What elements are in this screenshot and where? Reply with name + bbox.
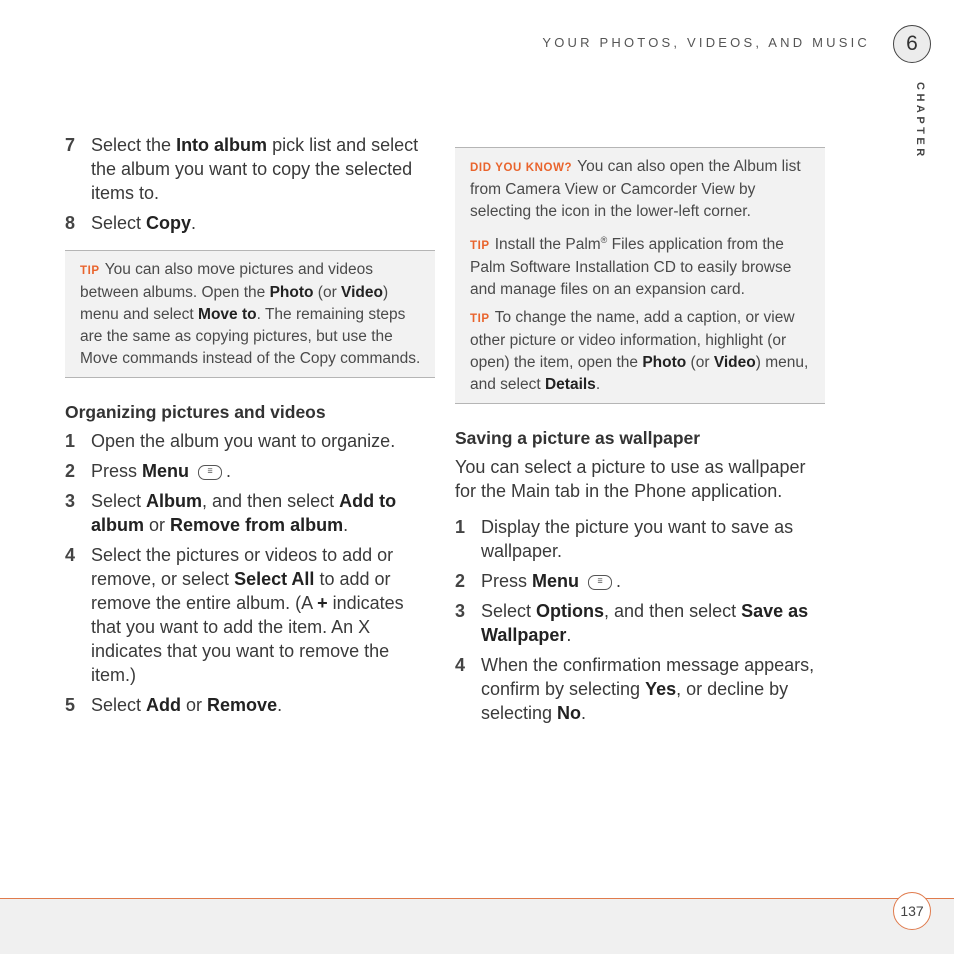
step-1 bbox=[65, 429, 435, 453]
step-5 bbox=[65, 693, 435, 717]
text: . bbox=[226, 461, 232, 481]
menu-key-icon: ☰ bbox=[198, 465, 222, 480]
left-column bbox=[65, 133, 435, 723]
text: . bbox=[581, 703, 587, 724]
ui-term: Save as Wallpaper bbox=[481, 601, 809, 646]
step-3 bbox=[455, 599, 825, 647]
tip bbox=[80, 259, 421, 370]
text: , or decline by selecting bbox=[481, 679, 789, 724]
step-text: Display the picture you want to save as wallpaper. bbox=[481, 517, 794, 562]
tip-box bbox=[65, 250, 435, 378]
text: . bbox=[616, 571, 622, 592]
text: Press bbox=[91, 461, 143, 481]
step-number: 1 bbox=[65, 431, 76, 451]
text: , and then select bbox=[604, 601, 742, 622]
ui-term: Photo bbox=[642, 354, 687, 372]
ui-term: Photo bbox=[269, 284, 314, 301]
ui-term: Remove bbox=[207, 695, 278, 715]
text: Select the pictures or videos to add or remove, or select bbox=[91, 545, 394, 589]
ui-term: Into album bbox=[176, 135, 268, 155]
step-text: Open the album you want to organize. bbox=[91, 431, 396, 451]
text: Files application from the Palm Software Installation CD to easily browse and manage files on an expansion card. bbox=[470, 236, 792, 299]
ui-term: Video bbox=[341, 284, 383, 301]
ui-term: No bbox=[557, 703, 582, 724]
menu-key-icon: ☰ bbox=[588, 575, 612, 590]
chapter-number-badge: 6 bbox=[893, 25, 931, 63]
text: or bbox=[181, 695, 208, 715]
step-2 bbox=[455, 569, 825, 593]
chapter-label: CHAPTER bbox=[914, 82, 926, 160]
step-8 bbox=[65, 211, 435, 235]
text: Install the Palm bbox=[494, 236, 601, 254]
ui-term: Add bbox=[146, 695, 182, 715]
step-number: 5 bbox=[65, 695, 76, 715]
ui-term: Yes bbox=[645, 679, 677, 700]
text: . The remaining steps are the same as copying pictures, but use the Move commands instead of the Copy commands. bbox=[80, 306, 421, 367]
step-number: 4 bbox=[65, 545, 76, 565]
text: . bbox=[343, 515, 349, 535]
text: Select bbox=[91, 695, 147, 715]
text: . bbox=[191, 213, 197, 233]
text: When the confirmation message appears, confirm by selecting bbox=[481, 655, 815, 700]
running-header: YOUR PHOTOS, VIDEOS, AND MUSIC bbox=[542, 35, 870, 50]
ui-term: Album bbox=[146, 491, 203, 511]
registered-mark: ® bbox=[600, 235, 608, 245]
ui-term: Move to bbox=[198, 306, 257, 323]
step-number: 3 bbox=[455, 601, 466, 622]
right-column bbox=[455, 147, 825, 731]
ui-term: Menu bbox=[532, 571, 580, 592]
text: To change the name, add a caption, or view other picture or video information, highlight (or open) the item, open the bbox=[470, 309, 795, 372]
step-4 bbox=[65, 543, 435, 687]
text: ) menu, and select bbox=[470, 354, 809, 394]
section-heading: Organizing pictures and videos bbox=[65, 402, 326, 422]
text: indicates that you want to add the item. An X indicates that you want to remove the item.) bbox=[91, 593, 404, 685]
ui-term: Menu bbox=[142, 461, 190, 481]
text: or bbox=[144, 515, 171, 535]
text: Select bbox=[481, 601, 537, 622]
plus-symbol: + bbox=[317, 593, 328, 613]
step-number: 2 bbox=[455, 571, 466, 592]
did-you-know-tag: DID YOU KNOW? bbox=[470, 162, 573, 174]
step-1 bbox=[455, 515, 825, 563]
ui-term: Video bbox=[713, 354, 756, 372]
step-number: 8 bbox=[65, 213, 76, 233]
ui-term: Options bbox=[536, 601, 605, 622]
step-number: 1 bbox=[455, 517, 466, 538]
step-number: 4 bbox=[455, 655, 466, 676]
tip bbox=[470, 229, 811, 301]
text: You can also open the Album list from Camera View or Camcorder View by selecting the icon in the lower-left corner. bbox=[470, 158, 801, 220]
did-you-know bbox=[470, 156, 811, 223]
step-7 bbox=[65, 133, 435, 205]
ui-term: Select All bbox=[234, 569, 315, 589]
tip-tag: TIP bbox=[80, 265, 100, 277]
text: . bbox=[566, 625, 572, 646]
info-box bbox=[455, 147, 825, 404]
ui-term: Details bbox=[544, 376, 596, 394]
text: Select bbox=[91, 213, 147, 233]
tip bbox=[470, 307, 811, 396]
step-4 bbox=[455, 653, 825, 725]
intro-paragraph: You can select a picture to use as wallpaper for the Main tab in the Phone application. bbox=[455, 457, 806, 502]
tip-tag: TIP bbox=[470, 240, 490, 253]
step-3 bbox=[65, 489, 435, 537]
ui-term: Copy bbox=[146, 213, 192, 233]
step-2 bbox=[65, 459, 435, 483]
step-number: 3 bbox=[65, 491, 76, 511]
text: to add or remove the entire album. (A bbox=[91, 569, 391, 613]
text: Select the bbox=[91, 135, 177, 155]
text: You can also move pictures and videos between albums. Open the bbox=[80, 261, 373, 301]
text: Select bbox=[91, 491, 147, 511]
text: . bbox=[595, 376, 601, 394]
section-heading: Saving a picture as wallpaper bbox=[455, 428, 701, 449]
text: ) menu and select bbox=[80, 284, 389, 323]
text: , and then select bbox=[202, 491, 340, 511]
text: pick list and select the album you want to copy the selected items to. bbox=[91, 135, 419, 203]
ui-term: Add to album bbox=[91, 491, 397, 535]
text: (or bbox=[313, 284, 342, 301]
text: (or bbox=[686, 354, 714, 372]
footer-band bbox=[0, 899, 954, 954]
text: Press bbox=[481, 571, 533, 592]
ui-term: Remove from album bbox=[170, 515, 344, 535]
step-number: 7 bbox=[65, 135, 76, 155]
page-number-badge: 137 bbox=[893, 892, 931, 930]
step-number: 2 bbox=[65, 461, 76, 481]
tip-tag: TIP bbox=[470, 313, 490, 326]
text: . bbox=[277, 695, 283, 715]
